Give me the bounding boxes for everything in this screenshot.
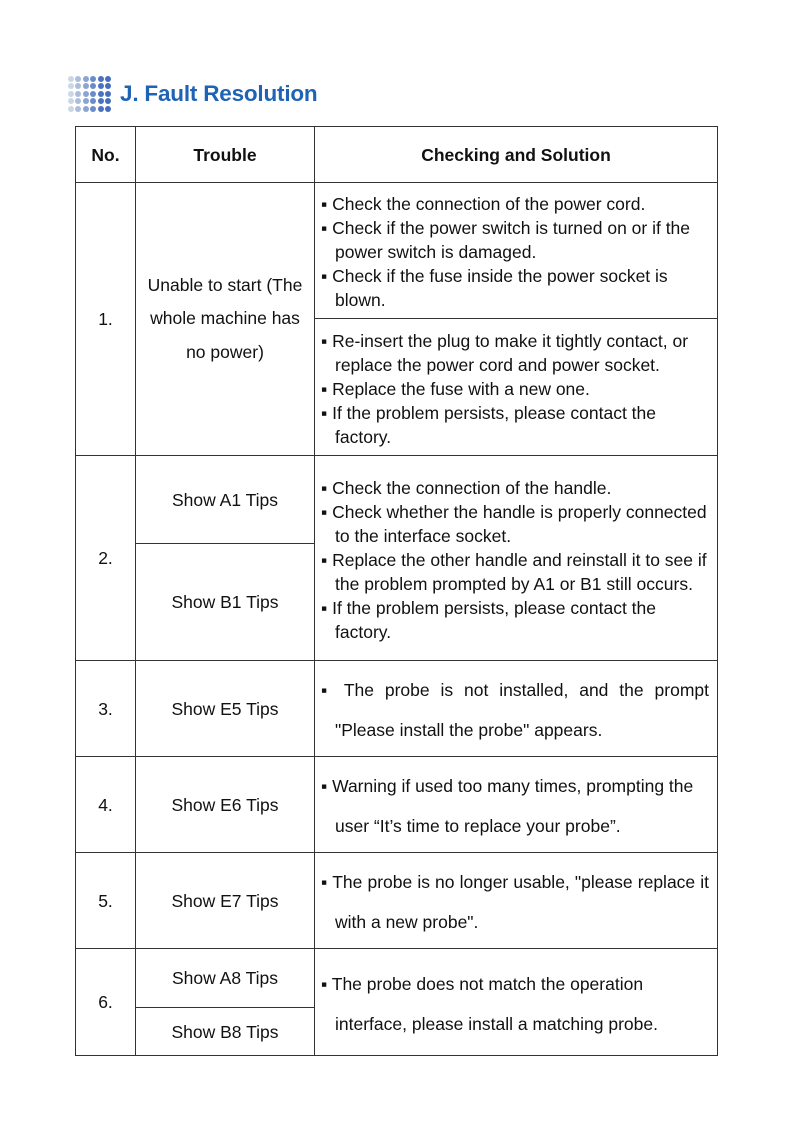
list-item: ▪ Replace the fuse with a new one. bbox=[321, 378, 590, 399]
dot bbox=[105, 76, 111, 82]
fault-table bbox=[75, 126, 718, 1056]
check-cell bbox=[315, 183, 718, 319]
dot bbox=[90, 98, 96, 104]
dot bbox=[68, 83, 74, 89]
list-item: ▪ Check whether the handle is properly connected to the interface socket. bbox=[321, 501, 707, 546]
trouble-cell: Show B8 Tips bbox=[136, 1008, 315, 1056]
table-header-row bbox=[76, 127, 718, 183]
dot bbox=[98, 106, 104, 112]
dot bbox=[68, 106, 74, 112]
trouble-cell: Show E7 Tips bbox=[136, 853, 315, 949]
list-item: ▪ Check if the fuse inside the power socket is blown. bbox=[321, 266, 668, 310]
section-title: J. Fault Resolution bbox=[120, 81, 318, 106]
dots-grid-icon bbox=[68, 73, 116, 115]
dot bbox=[90, 83, 96, 89]
dot bbox=[90, 106, 96, 112]
dot bbox=[105, 83, 111, 89]
table-row bbox=[76, 661, 718, 757]
dot bbox=[98, 91, 104, 97]
section-heading bbox=[68, 72, 317, 116]
table-row bbox=[76, 853, 718, 949]
list-item: ▪ If the problem persists, please contact the factory. bbox=[321, 597, 656, 642]
list-item: ▪ Check if the power switch is turned on or if the power switch is damaged. bbox=[321, 218, 691, 262]
list-item: ▪ Check the connection of the power cord. bbox=[321, 194, 646, 214]
solution-cell bbox=[315, 661, 718, 757]
list-item: ▪ Replace the other handle and reinstall it to see if the problem prompted by A1 or B1 still occurs. bbox=[321, 549, 707, 594]
dot bbox=[90, 91, 96, 97]
dot bbox=[75, 83, 81, 89]
dot bbox=[83, 98, 89, 104]
row-number: 2. bbox=[76, 456, 136, 661]
solution-cell bbox=[315, 319, 718, 456]
dot bbox=[105, 91, 111, 97]
dot bbox=[75, 98, 81, 104]
row-number: 3. bbox=[76, 661, 136, 757]
dot bbox=[75, 91, 81, 97]
dot bbox=[68, 91, 74, 97]
list-item: ▪ Re-insert the plug to make it tightly contact, or replace the power cord and power socket. bbox=[321, 330, 689, 375]
trouble-cell: Show E5 Tips bbox=[136, 661, 315, 757]
dot bbox=[83, 76, 89, 82]
table-row bbox=[76, 456, 718, 544]
dot bbox=[75, 106, 81, 112]
table-row bbox=[76, 949, 718, 1008]
dot bbox=[98, 76, 104, 82]
dot bbox=[83, 91, 89, 97]
table-row bbox=[76, 183, 718, 319]
solution-cell bbox=[315, 949, 718, 1056]
trouble-cell: Show B1 Tips bbox=[136, 544, 315, 661]
solution-cell bbox=[315, 757, 718, 853]
list-item: ▪ Check the connection of the handle. bbox=[321, 477, 612, 498]
dot bbox=[98, 83, 104, 89]
dot bbox=[68, 98, 74, 104]
dot bbox=[75, 76, 81, 82]
dot bbox=[83, 106, 89, 112]
solution-cell bbox=[315, 853, 718, 949]
dot bbox=[68, 76, 74, 82]
trouble-cell: Show A1 Tips bbox=[136, 456, 315, 544]
dot bbox=[105, 98, 111, 104]
dot bbox=[105, 106, 111, 112]
row-number: 1. bbox=[76, 183, 136, 456]
trouble-cell: Show A8 Tips bbox=[136, 949, 315, 1008]
trouble-cell: Unable to start (The whole machine has no power) bbox=[136, 183, 315, 456]
list-item: ▪ Warning if used too many times, prompting the user “It’s time to replace your probe”. bbox=[321, 776, 694, 836]
list-item: ▪ The probe is not installed, and the prompt "Please install the probe" appears. bbox=[321, 680, 709, 740]
header-solution: Checking and Solution bbox=[315, 127, 718, 183]
list-item: ▪ The probe does not match the operation interface, please install a matching probe. bbox=[321, 973, 658, 1034]
trouble-cell: Show E6 Tips bbox=[136, 757, 315, 853]
solution-cell bbox=[315, 456, 718, 661]
header-no: No. bbox=[76, 127, 136, 183]
dot bbox=[90, 76, 96, 82]
header-trouble: Trouble bbox=[136, 127, 315, 183]
row-number: 4. bbox=[76, 757, 136, 853]
row-number: 5. bbox=[76, 853, 136, 949]
row-number: 6. bbox=[76, 949, 136, 1056]
table-row bbox=[76, 757, 718, 853]
list-item: ▪ The probe is no longer usable, "please replace it with a new probe". bbox=[321, 872, 709, 932]
list-item: ▪ If the problem persists, please contact the factory. bbox=[321, 402, 656, 447]
dot bbox=[98, 98, 104, 104]
dot bbox=[83, 83, 89, 89]
